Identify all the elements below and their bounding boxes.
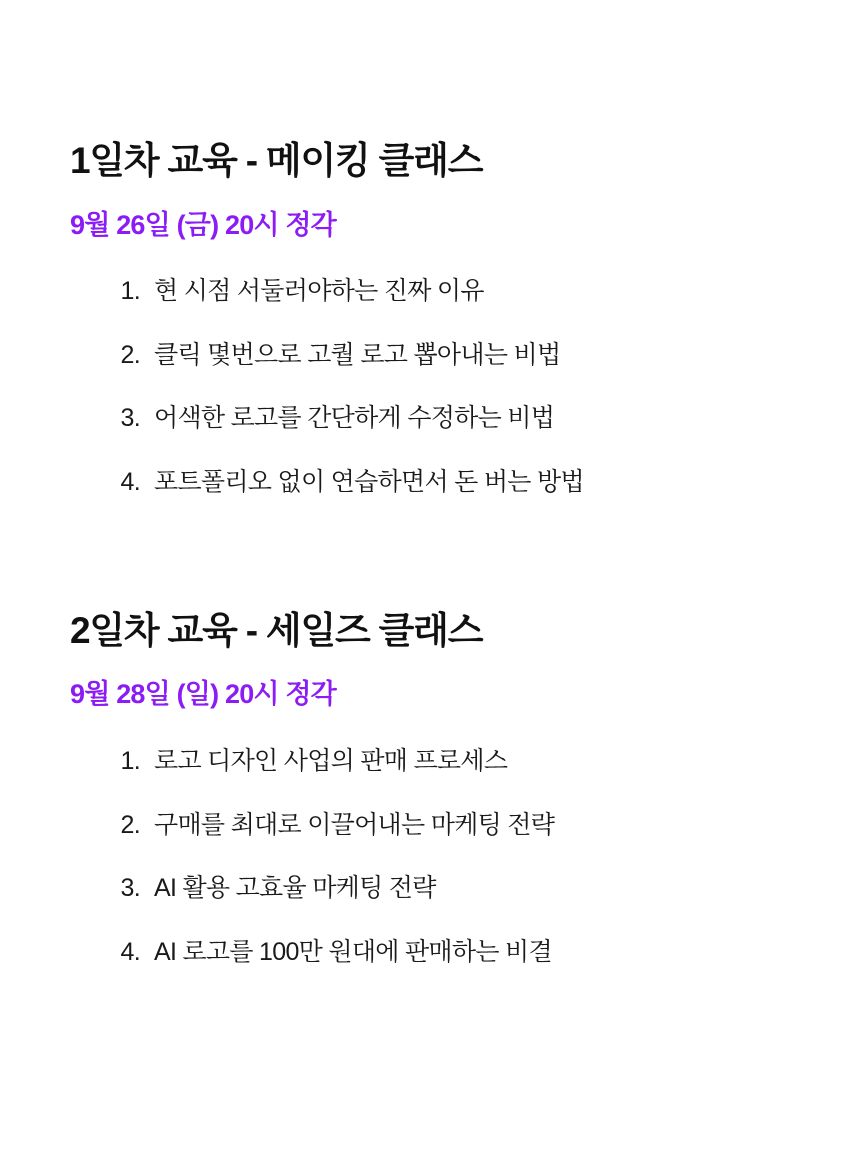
list-item: AI 로고를 100만 원대에 판매하는 비결 xyxy=(154,938,552,967)
curriculum-section-day1 xyxy=(70,140,796,500)
section-title-day1: 1일차 교육 - 메이킹 클래스 xyxy=(70,140,483,181)
curriculum-section-day2 xyxy=(70,610,796,970)
curriculum-list-day2 xyxy=(70,745,796,970)
list-item: 구매를 최대로 이끌어내는 마케팅 전략 xyxy=(154,810,555,839)
list-item: AI 활용 고효율 마케팅 전략 xyxy=(154,874,436,903)
list-item: 로고 디자인 사업의 판매 프로세스 xyxy=(154,746,508,775)
list-item: 포트폴리오 없이 연습하면서 돈 버는 방법 xyxy=(154,468,584,497)
section-date-day2: 9월 28일 (일) 20시 정각 xyxy=(70,679,336,710)
list-item: 현 시점 서둘러야하는 진짜 이유 xyxy=(154,276,484,305)
list-item: 클릭 몇번으로 고퀄 로고 뽑아내는 비법 xyxy=(154,340,561,369)
section-title-day2: 2일차 교육 - 세일즈 클래스 xyxy=(70,609,483,651)
list-item: 어색한 로고를 간단하게 수정하는 비법 xyxy=(154,404,555,433)
section-date-day1: 9월 26일 (금) 20시 정각 xyxy=(70,209,336,240)
curriculum-list-day1 xyxy=(70,275,796,500)
